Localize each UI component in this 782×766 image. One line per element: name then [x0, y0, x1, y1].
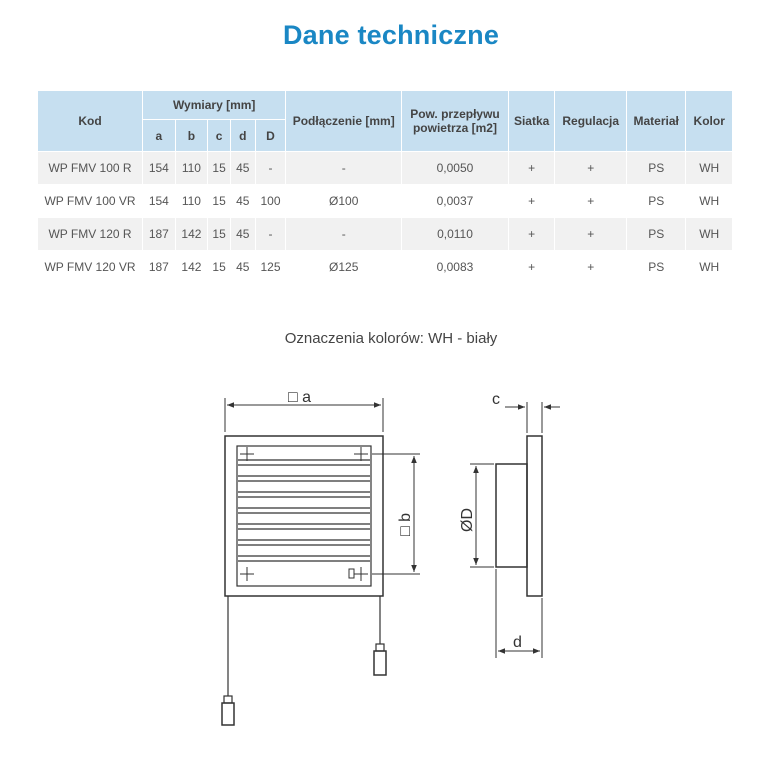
side-view: [470, 402, 560, 658]
cell-podlaczenie: -: [286, 218, 402, 251]
cell-kod: WP FMV 120 R: [38, 218, 143, 251]
cell-d: 45: [230, 152, 255, 185]
header-regulacja: Regulacja: [555, 91, 626, 152]
duct-connector: [496, 464, 527, 567]
label-c: c: [492, 391, 500, 408]
cell-D: -: [255, 152, 286, 185]
label-a: □ a: [288, 389, 312, 406]
technical-drawing: [0, 370, 782, 766]
cell-b: 142: [175, 251, 208, 284]
front-view: [222, 398, 420, 725]
cell-przeplyw: 0,0110: [402, 218, 509, 251]
cord-pull-right: [374, 651, 386, 675]
cell-przeplyw: 0,0083: [402, 251, 509, 284]
cell-material: PS: [626, 251, 686, 284]
header-kod: Kod: [38, 91, 143, 152]
cell-kod: WP FMV 100 VR: [38, 185, 143, 218]
header-dim-a: a: [143, 120, 176, 152]
header-dim-c: c: [208, 120, 231, 152]
cell-b: 110: [175, 185, 208, 218]
louvers: [238, 460, 370, 561]
cell-material: PS: [626, 152, 686, 185]
cell-d: 45: [230, 251, 255, 284]
cell-d: 45: [230, 218, 255, 251]
cell-podlaczenie: Ø100: [286, 185, 402, 218]
cell-a: 154: [143, 152, 176, 185]
cord-pull-left: [222, 703, 234, 725]
header-podlaczenie: Podłączenie [mm]: [286, 91, 402, 152]
cell-a: 187: [143, 251, 176, 284]
header-material: Materiał: [626, 91, 686, 152]
cell-regulacja: +: [555, 251, 626, 284]
cell-kolor: WH: [686, 152, 733, 185]
table-row: [38, 251, 733, 284]
cell-kolor: WH: [686, 185, 733, 218]
cell-siatka: +: [508, 251, 555, 284]
cell-podlaczenie: -: [286, 152, 402, 185]
table-row: [38, 218, 733, 251]
regulation-lever: [349, 569, 354, 578]
table-row: [38, 152, 733, 185]
header-dim-d: d: [230, 120, 255, 152]
cell-d: 45: [230, 185, 255, 218]
cell-kod: WP FMV 120 VR: [38, 251, 143, 284]
header-siatka: Siatka: [508, 91, 555, 152]
grille-side-plate: [527, 436, 542, 596]
cell-c: 15: [208, 251, 231, 284]
cell-a: 187: [143, 218, 176, 251]
cell-D: 100: [255, 185, 286, 218]
header-dim-D: D: [255, 120, 286, 152]
cell-regulacja: +: [555, 218, 626, 251]
cell-material: PS: [626, 218, 686, 251]
cell-regulacja: +: [555, 185, 626, 218]
header-dim-b: b: [175, 120, 208, 152]
cell-D: 125: [255, 251, 286, 284]
label-D: ØD: [459, 508, 476, 532]
spec-table: [37, 90, 733, 284]
cell-siatka: +: [508, 185, 555, 218]
color-legend-note: Oznaczenia kolorów: WH - biały: [284, 330, 498, 347]
cell-podlaczenie: Ø125: [286, 251, 402, 284]
table-row: [38, 185, 733, 218]
cell-b: 110: [175, 152, 208, 185]
label-b: □ b: [397, 512, 414, 536]
header-przeplyw: Pow. przepływu powietrza [m2]: [402, 91, 509, 152]
cell-regulacja: +: [555, 152, 626, 185]
cell-c: 15: [208, 218, 231, 251]
cell-kolor: WH: [686, 251, 733, 284]
cell-a: 154: [143, 185, 176, 218]
cell-przeplyw: 0,0050: [402, 152, 509, 185]
grille-inner-frame: [237, 446, 371, 586]
cell-c: 15: [208, 152, 231, 185]
header-kolor: Kolor: [686, 91, 733, 152]
cell-siatka: +: [508, 152, 555, 185]
cell-D: -: [255, 218, 286, 251]
page-title: Dane techniczne: [282, 20, 500, 50]
cell-b: 142: [175, 218, 208, 251]
label-d: d: [513, 634, 522, 651]
cell-c: 15: [208, 185, 231, 218]
cell-siatka: +: [508, 218, 555, 251]
cell-przeplyw: 0,0037: [402, 185, 509, 218]
cell-kod: WP FMV 100 R: [38, 152, 143, 185]
cell-kolor: WH: [686, 218, 733, 251]
header-wymiary: Wymiary [mm]: [143, 91, 286, 120]
cell-material: PS: [626, 185, 686, 218]
